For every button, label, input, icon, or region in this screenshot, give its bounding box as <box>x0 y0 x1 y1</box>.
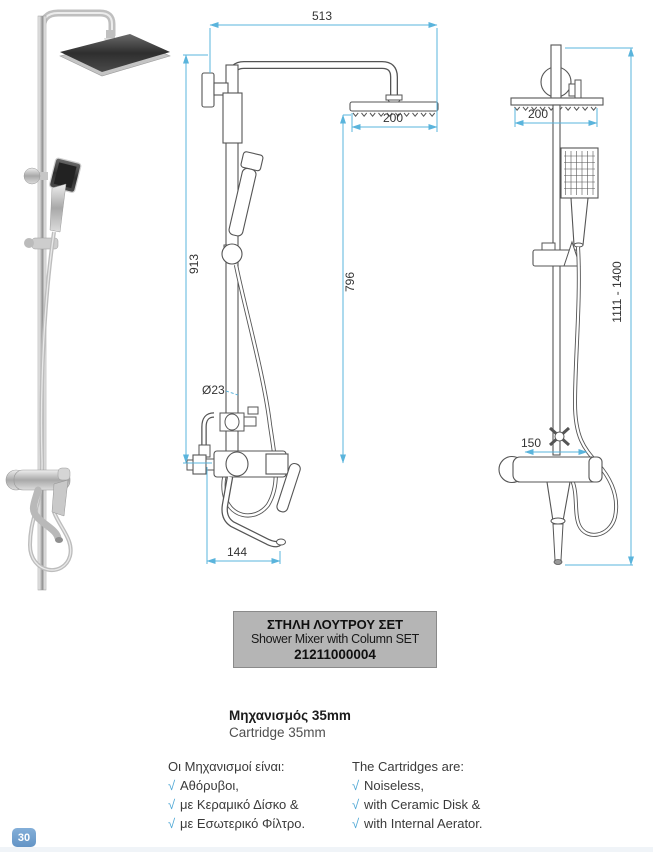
list-item <box>352 776 483 795</box>
product-title-greek: ΣΤΗΛΗ ΛΟΥΤΡΟΥ ΣΕΤ <box>266 616 404 632</box>
side-column-rod <box>553 105 560 455</box>
product-title-english: Shower Mixer with Column SET <box>250 631 420 646</box>
list-item <box>168 814 305 833</box>
side-dim-handle-width-label: 150 <box>520 436 542 450</box>
front-wall-knob <box>202 73 214 107</box>
check-icon: √ <box>352 797 360 812</box>
feature-text: με Κεραμικό Δίσκο & <box>180 797 299 812</box>
front-dim-column-height-label: 913 <box>187 253 201 275</box>
front-rain-head <box>350 102 438 111</box>
front-dim-spout-reach-label: 144 <box>226 545 248 559</box>
features-english-heading: The Cartridges are: <box>352 759 464 774</box>
cartridge-heading <box>229 707 351 741</box>
feature-text: with Ceramic Disk & <box>364 797 481 812</box>
side-dim-total-height-label: 1111 - 1400 <box>610 261 624 323</box>
front-product-outline <box>187 65 438 545</box>
cartridge-heading-greek: Μηχανισμός 35mm <box>229 708 351 723</box>
front-dim-pipe-diameter-label: Ø23 <box>202 383 225 397</box>
front-dim-head-to-mixer-label: 796 <box>343 271 357 293</box>
check-icon: √ <box>352 816 360 831</box>
front-slider <box>222 244 242 264</box>
list-item <box>352 795 483 814</box>
features-greek-heading: Οι Μηχανισμοί είναι: <box>168 759 285 774</box>
front-view-drawing <box>180 5 458 590</box>
side-view-drawing <box>485 28 653 584</box>
check-icon: √ <box>168 797 176 812</box>
photo-rain-head <box>60 30 170 76</box>
list-item <box>352 814 483 833</box>
side-dim-head-depth-label: 200 <box>527 107 549 121</box>
feature-text: with Internal Aerator. <box>364 816 483 831</box>
list-item <box>168 776 305 795</box>
page-number-badge <box>12 828 36 847</box>
front-dim-arm-span-label: 513 <box>311 9 333 23</box>
side-mixer <box>499 457 602 565</box>
check-icon: √ <box>352 778 360 793</box>
side-hand-shower <box>561 148 598 247</box>
product-code: 21211000004 <box>294 646 376 662</box>
features-list-english <box>352 757 483 833</box>
check-icon: √ <box>168 816 176 831</box>
cartridge-heading-english: Cartridge 35mm <box>229 725 326 740</box>
features-list-greek <box>168 757 305 833</box>
photo-shower-arm <box>42 13 112 36</box>
feature-text: Noiseless, <box>364 778 424 793</box>
page-number: 30 <box>17 831 31 844</box>
page-bottom-edge <box>0 847 653 852</box>
front-mixer <box>187 407 302 545</box>
front-dim-head-width-label: 200 <box>382 111 404 125</box>
check-icon: √ <box>168 778 176 793</box>
side-rain-head <box>511 98 603 105</box>
list-item <box>168 795 305 814</box>
feature-text: με Εσωτερικό Φίλτρο. <box>180 816 306 831</box>
product-info-box <box>233 611 437 668</box>
feature-text: Αθόρυβοι, <box>180 778 239 793</box>
photo-hand-shower <box>24 158 81 232</box>
product-photo <box>2 0 178 602</box>
